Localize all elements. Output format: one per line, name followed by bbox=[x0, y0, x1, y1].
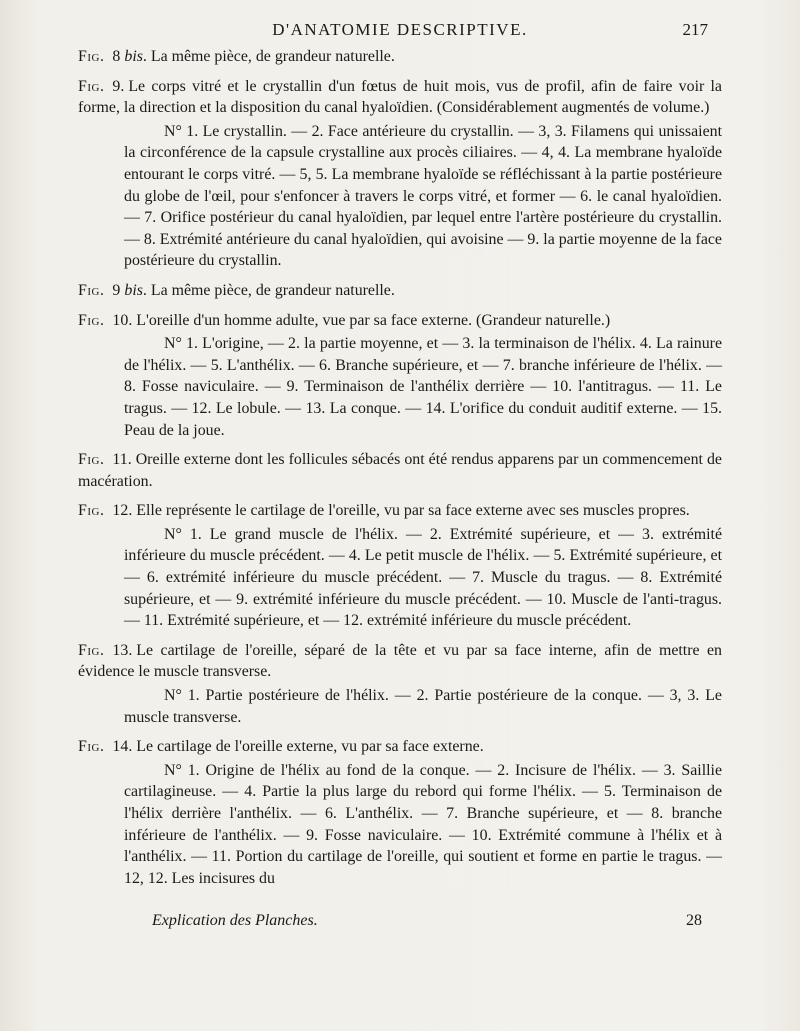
running-title: D'ANATOMIE DESCRIPTIVE. bbox=[272, 20, 528, 39]
figure-number: 9 bbox=[112, 281, 121, 299]
figure-legend: N° 1. Origine de l'hélix au fond de la conque. — 2. Incisure de l'hélix. — 3. Saillie cartilagineuse. — 4. Partie la plus large du rebord qui forme l'hélix. — 5. Terminaison de l'hélix derrière l'anthélix. — 6. L'anthélix. — 7. Branche supérieure, et — 8. branche inférieure de l'anthélix. — 9. Fosse naviculaire. — 10. Extrémité commune à l'hélix et à l'anthélix. — 11. Portion du cartilage de l'oreille, qui soutient et forme en partie le tragus. — 12, 12. Les incisures du bbox=[124, 761, 722, 887]
figure-entry-9 bbox=[78, 76, 722, 272]
figure-number: 14. bbox=[112, 738, 133, 756]
figure-entry-8bis bbox=[78, 46, 722, 68]
figure-label: Fig. bbox=[78, 451, 105, 469]
page-header bbox=[0, 20, 800, 44]
figure-entry-11 bbox=[78, 449, 722, 492]
figure-entry-9bis bbox=[78, 280, 722, 302]
figure-legend: N° 1. Le crystallin. — 2. Face antérieure du crystallin. — 3, 3. Filamens qui unissaient la circonférence de la capsule crystalline aux procès ciliaires. — 4, 4. La membrane hyaloïde entourant le corps vitré. — 5, 5. La membrane hyaloïde se réfléchissant à la partie postérieure du globe de l'œil, pour s'enfoncer à travers le corps vitré, et former — 6. le canal hyaloïdien. — 7. Orifice postérieur du canal hyaloïdien, par lequel entre l'artère postérieure du crystallin. — 8. Extrémité antérieure du canal hyaloïdien, qui avoisine — 9. la partie moyenne de la face postérieure du crystallin. bbox=[124, 122, 722, 270]
figure-entry-12 bbox=[78, 500, 722, 632]
figure-label: Fig. bbox=[78, 738, 105, 756]
figure-caption: Le corps vitré et le crystallin d'un fœtus de huit mois, vus de profil, afin de faire voir la forme, la direction et la disposition du canal hyaloïdien. (Considérablement augmentés de volume.) bbox=[78, 77, 722, 117]
figure-entry-13 bbox=[78, 640, 722, 728]
page-number: 217 bbox=[682, 20, 708, 39]
figure-legend: N° 1. Le grand muscle de l'hélix. — 2. Extrémité supérieure, et — 3. extrémité inférieure du muscle précédent. — 4. Le petit muscle de l'hélix. — 5. Extrémité supérieure, et — 6. extrémité inférieure du muscle précédent. — 7. Muscle du tragus. — 8. Extrémité supérieure, et — 9. extrémité inférieure du muscle précédent. — 10. Muscle de l'anti-tragus. — 11. Extrémité supérieure, et — 12. extrémité inférieure du muscle précédent. bbox=[124, 525, 722, 630]
footer-title: Explication des Planches. bbox=[152, 912, 318, 929]
figure-label: Fig. bbox=[78, 311, 105, 329]
figure-label: Fig. bbox=[78, 641, 105, 659]
figure-list bbox=[78, 46, 722, 897]
figure-suffix: bis bbox=[124, 48, 143, 65]
figure-caption: Le cartilage de l'oreille, séparé de la tête et vu par sa face interne, afin de mettre en évidence le muscle transverse. bbox=[78, 641, 722, 681]
figure-label: Fig. bbox=[78, 281, 105, 299]
figure-label: Fig. bbox=[78, 48, 105, 65]
figure-caption: Oreille externe dont les follicules sébacés ont été rendus apparens par un commencement de macération. bbox=[78, 451, 722, 490]
figure-caption: Elle représente le cartilage de l'oreille, vu par sa face externe avec ses muscles propres. bbox=[136, 502, 690, 520]
figure-number: 13. bbox=[112, 641, 133, 659]
page-footer bbox=[152, 912, 726, 936]
figure-entry-14 bbox=[78, 736, 722, 889]
figure-label: Fig. bbox=[78, 77, 105, 95]
figure-entry-10 bbox=[78, 310, 722, 442]
figure-label: Fig. bbox=[78, 502, 105, 520]
figure-number: 12. bbox=[112, 502, 133, 520]
figure-caption: L'oreille d'un homme adulte, vue par sa face externe. (Grandeur naturelle.) bbox=[136, 311, 611, 329]
figure-legend: N° 1. Partie postérieure de l'hélix. — 2. Partie postérieure de la conque. — 3, 3. Le muscle transverse. bbox=[124, 687, 722, 726]
figure-caption: . La même pièce, de grandeur naturelle. bbox=[142, 48, 395, 65]
signature-mark: 28 bbox=[686, 912, 702, 929]
figure-number: 8 bbox=[112, 48, 121, 65]
figure-suffix: bis bbox=[124, 281, 143, 299]
figure-number: 11. bbox=[112, 451, 132, 469]
figure-number: 10. bbox=[112, 311, 133, 329]
figure-caption: Le cartilage de l'oreille externe, vu par sa face externe. bbox=[136, 738, 484, 756]
figure-caption: . La même pièce, de grandeur naturelle. bbox=[142, 281, 395, 299]
figure-legend: N° 1. L'origine, — 2. la partie moyenne, et — 3. la terminaison de l'hélix. 4. La rainure de l'hélix. — 5. L'anthélix. — 6. Branche supérieure, et — 7. branche inférieure de l'hélix. — 8. Fosse naviculaire. — 9. Terminaison de l'anthélix derrière — 10. l'antitragus. — 11. Le tragus. — 12. Le lobule. — 13. La conque. — 14. L'orifice du conduit auditif externe. — 15. Peau de la joue. bbox=[124, 335, 722, 439]
figure-number: 9. bbox=[112, 77, 125, 95]
